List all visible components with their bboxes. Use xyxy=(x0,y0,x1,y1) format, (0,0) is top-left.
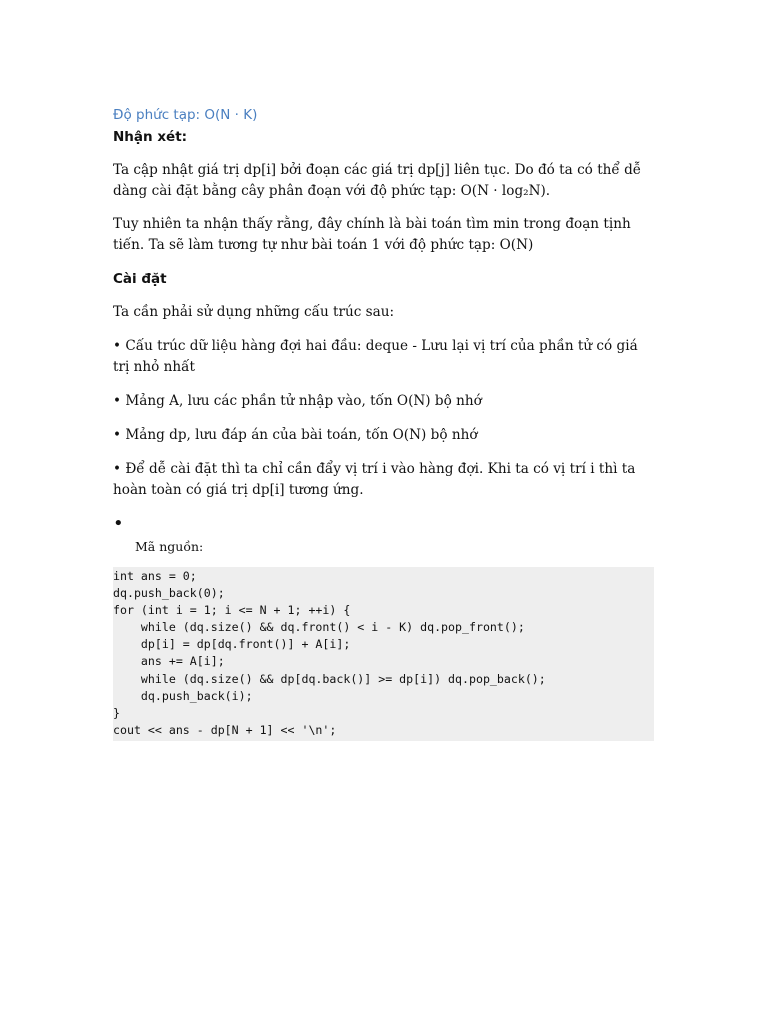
bullet-array-dp: • Mảng dp, lưu đáp án của bài toán, tốn O(N) bộ nhớ xyxy=(113,427,478,443)
code-line: for (int i = 1; i <= N + 1; ++i) { xyxy=(113,603,351,618)
code-block xyxy=(113,567,654,741)
document-page xyxy=(113,104,658,741)
source-caption: Mã nguồn: xyxy=(135,539,204,554)
paragraph-segment-tree: Ta cập nhật giá trị dp[i] bởi đoạn các giá trị dp[j] liên tục. Do đó ta có thể dễ dàng cài đặt bằng cây phân đoạn với độ phức tạp: O(N · log₂N). xyxy=(113,162,642,199)
bullet-push-index: • Để dễ cài đặt thì ta chỉ cần đẩy vị trí i vào hàng đợi. Khi ta có vị trí i thì ta hoàn toàn có giá trị dp[i] tương ứng. xyxy=(113,461,636,498)
code-line: dq.push_back(0); xyxy=(113,586,225,601)
list-bullet: • xyxy=(113,513,124,534)
install-heading: Cài đặt xyxy=(113,271,167,287)
code-line: cout << ans - dp[N + 1] << '\n'; xyxy=(113,722,337,737)
code-line: dp[i] = dp[dq.front()] + A[i]; xyxy=(113,637,351,652)
code-line: while (dq.size() && dq.front() < i - K) dq.pop_front(); xyxy=(113,620,525,635)
complexity-heading: Độ phức tạp: O(N · K) xyxy=(113,107,258,123)
bullet-deque: • Cấu trúc dữ liệu hàng đợi hai đầu: deque - Lưu lại vị trí của phần tử có giá trị nhỏ nhất xyxy=(113,338,638,375)
structures-intro: Ta cần phải sử dụng những cấu trúc sau: xyxy=(113,304,395,320)
paragraph-sliding-min: Tuy nhiên ta nhận thấy rằng, đây chính là bài toán tìm min trong đoạn tịnh tiến. Ta sẽ làm tương tự như bài toán 1 với độ phức tạp: O(N) xyxy=(113,216,631,253)
code-line: int ans = 0; xyxy=(113,569,197,583)
code-line: } xyxy=(113,705,120,720)
bullet-array-a: • Mảng A, lưu các phần tử nhập vào, tốn O(N) bộ nhớ xyxy=(113,393,482,409)
remark-heading: Nhận xét: xyxy=(113,129,188,145)
code-line: ans += A[i]; xyxy=(113,654,225,669)
code-line: dq.push_back(i); xyxy=(113,688,253,703)
code-line: while (dq.size() && dp[dq.back()] >= dp[i]) dq.pop_back(); xyxy=(113,671,546,686)
